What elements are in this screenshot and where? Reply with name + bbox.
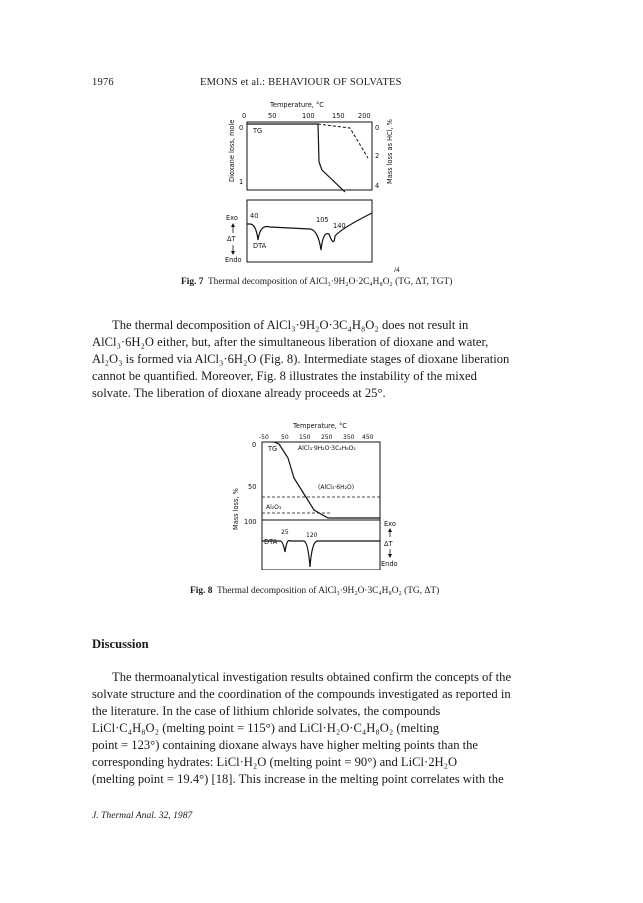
fig8-left-axis-label: Mass loss, %: [232, 488, 240, 530]
fig8-top-tick: 350: [343, 434, 355, 441]
fig8-left-tick: 50: [248, 483, 257, 491]
text-line: solvate. The liberation of dioxane already proceeds at 25°.: [92, 386, 386, 400]
fig7-tgt-curve: [318, 124, 368, 158]
fig8-dta-frame: [262, 520, 380, 570]
fig7-caption-number: Fig. 7: [181, 277, 204, 287]
fig7-peak-label: 140: [333, 222, 346, 230]
fig8-tg-label: TG: [268, 445, 278, 453]
fig8-delta-t-label: ΔT: [384, 540, 393, 548]
fig8-dta-curve: [262, 540, 380, 567]
fig8-top-tick: 250: [321, 434, 333, 441]
fig8-caption: [190, 586, 439, 596]
text-line: cannot be quantified. Moreover, Fig. 8 illustrates the instability of the mixed: [92, 369, 477, 383]
fig8-endo-label: Endo: [381, 560, 398, 568]
fig7-endo-arrowhead: [231, 251, 235, 255]
text-line: The thermoanalytical investigation results obtained confirm the concepts of the: [112, 670, 512, 684]
fig8-top-tick: 450: [362, 434, 374, 441]
fig7-peak-label: 105: [316, 216, 329, 224]
footer-journal: J. Thermal Anal. 32, 1987: [92, 810, 193, 821]
fig7-right-tick: 0: [375, 124, 380, 132]
fig8-dta-label: DTA: [264, 538, 278, 546]
fig8-exo-label: Exo: [384, 520, 396, 528]
fig7-left-tick: 0: [239, 124, 244, 132]
fig8-top-tick: -50: [259, 434, 269, 441]
text-line: AlCl₃·6H₂O either, but, after the simultaneous liberation of dioxane and water,: [92, 335, 489, 349]
fig7-top-tick: 200: [358, 112, 371, 120]
fig8-caption-number: Fig. 8: [190, 586, 213, 596]
fig8-species-label: Al₂O₃: [266, 504, 282, 511]
text-line: (melting point = 19.4°) [18]. This increase in the melting point correlates with the: [92, 772, 504, 786]
text-line: corresponding hydrates: LiCl·H₂O (melting point = 90°) and LiCl·2H₂O: [92, 755, 458, 769]
fig8-species-label: AlCl₃·9H₂O·3C₄H₈O₂: [298, 445, 356, 452]
fig8-top-tick: 50: [281, 434, 289, 441]
fig7-peak-label: 40: [250, 212, 259, 220]
fig7-right-tick: 4: [375, 182, 380, 190]
fig7-dta-label: DTA: [253, 242, 267, 250]
fig8-tg-curve: [274, 442, 380, 518]
paragraph-1: [92, 317, 555, 402]
fig8-caption-text: Thermal decomposition of AlCl₃·9H₂O·3C₄H₈O₂ (TG, ΔT): [216, 586, 440, 596]
fig7-tg-label: TG: [253, 127, 263, 135]
fig8-top-axis-label: Temperature, °C: [293, 422, 347, 430]
fig8-left-tick: 100: [244, 518, 257, 526]
fig7-left-axis-label: Dioxane loss, mole: [228, 119, 236, 182]
fig7-top-tick: 100: [302, 112, 315, 120]
fig7-right-axis-label: Mass loss as HCl, %: [386, 119, 394, 184]
text-line: point = 123°) containing dioxane always have higher melting points than the: [92, 738, 479, 752]
fig7-top-tick: 150: [332, 112, 345, 120]
text-line: The thermal decomposition of AlCl₃·9H₂O·3C₄H₈O₂ does not result in: [112, 318, 469, 332]
fig8-species-label: (AlCl₃·6H₂O): [318, 484, 355, 491]
fig7-right-tick: 2: [375, 152, 380, 160]
fig8-exo-arrowhead: [388, 528, 392, 532]
fig7-left-tick: 1: [239, 178, 244, 186]
running-title: EMONS et al.: BEHAVIOUR OF SOLVATES: [200, 77, 402, 88]
fig8-peak-label: 25: [281, 529, 289, 536]
text-line: Al₂O₃ is formed via AlCl₃·6H₂O (Fig. 8). Intermediate stages of dioxane liberation: [92, 352, 510, 366]
figure-8: [226, 420, 416, 570]
fig7-caption-text: Thermal decomposition of AlCl₃·9H₂O·2C₄H₈O₂ (TG, ΔT, TGT): [207, 277, 453, 287]
page-number: 1976: [92, 77, 114, 88]
text-line: LiCl·C₄H₈O₂ (melting point = 115°) and LiCl·H₂O·C₄H₈O₂ (melting: [92, 721, 440, 735]
fig7-top-tick: 50: [268, 112, 277, 120]
fig7-exo-arrowhead: [231, 223, 235, 227]
fig7-tg-frame: [247, 122, 372, 190]
fig8-left-tick: 0: [252, 441, 257, 449]
fig8-top-tick: 150: [299, 434, 311, 441]
fig8-peak-label: 120: [306, 532, 318, 539]
fig7-endo-label: Endo: [225, 256, 242, 264]
fig7-dta-frame: [247, 200, 372, 262]
figure-7: [222, 100, 422, 272]
section-heading: Discussion: [92, 637, 149, 651]
fig7-top-tick: 0: [242, 112, 247, 120]
fig7-top-axis-label: Temperature, °C: [270, 101, 324, 109]
text-line: solvate structure and the coordination of the compounds investigated as reported in: [92, 687, 511, 701]
discussion-paragraph: [92, 669, 555, 788]
fig7-mark: /4: [394, 267, 400, 272]
fig8-endo-arrowhead: [388, 554, 392, 558]
fig7-exo-label: Exo: [226, 214, 238, 222]
fig7-delta-t-label: ΔT: [227, 235, 236, 243]
fig7-caption: [181, 277, 452, 287]
text-line: the literature. In the case of lithium chloride solvates, the compounds: [92, 704, 441, 718]
